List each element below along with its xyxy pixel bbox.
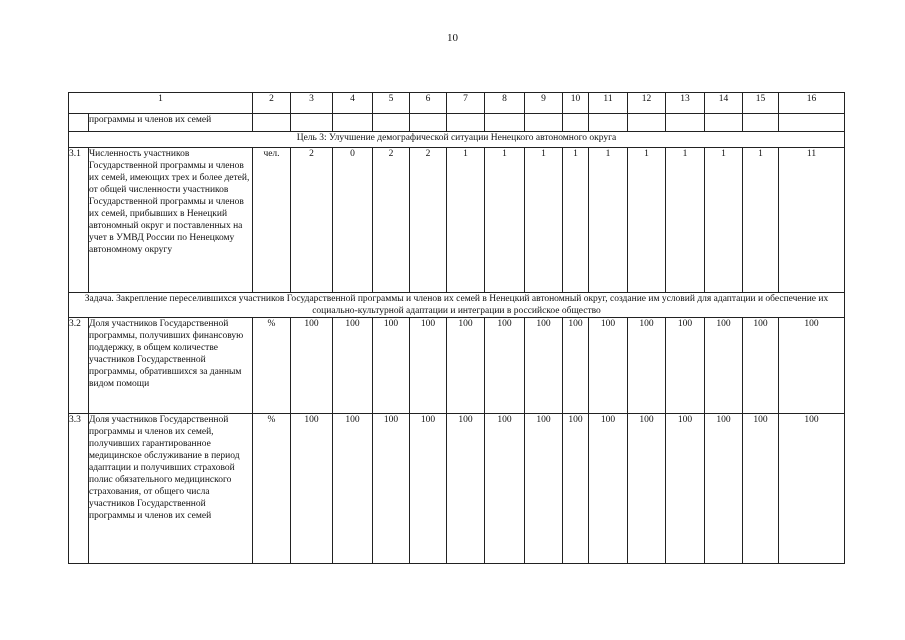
empty-cell xyxy=(589,114,628,132)
row-value: 0 xyxy=(333,148,373,293)
header-cell: 4 xyxy=(333,93,373,114)
header-cell: 10 xyxy=(563,93,589,114)
continued-index-cell xyxy=(69,114,89,132)
empty-cell xyxy=(525,114,563,132)
row-value: 100 xyxy=(628,414,666,564)
row-value: 1 xyxy=(628,148,666,293)
table-row xyxy=(69,318,845,414)
row-value: 2 xyxy=(410,148,447,293)
row-value: 100 xyxy=(589,414,628,564)
row-value: 100 xyxy=(373,414,410,564)
row-value: 100 xyxy=(333,414,373,564)
row-unit: % xyxy=(253,414,291,564)
row-value: 1 xyxy=(525,148,563,293)
row-value: 1 xyxy=(447,148,485,293)
row-value: 100 xyxy=(743,414,779,564)
row-value: 1 xyxy=(589,148,628,293)
row-unit: чел. xyxy=(253,148,291,293)
row-value: 100 xyxy=(525,318,563,414)
row-value: 1 xyxy=(743,148,779,293)
empty-cell xyxy=(563,114,589,132)
row-value: 2 xyxy=(373,148,410,293)
row-value: 1 xyxy=(563,148,589,293)
header-cell: 16 xyxy=(779,93,845,114)
continued-name-cell: программы и членов их семей xyxy=(89,114,253,132)
row-value: 100 xyxy=(779,414,845,564)
empty-cell xyxy=(485,114,525,132)
continued-row xyxy=(69,114,845,132)
row-value: 1 xyxy=(705,148,743,293)
empty-cell xyxy=(705,114,743,132)
row-value: 100 xyxy=(333,318,373,414)
header-cell: 11 xyxy=(589,93,628,114)
row-unit: % xyxy=(253,318,291,414)
header-cell: 8 xyxy=(485,93,525,114)
row-value: 100 xyxy=(563,414,589,564)
row-value: 100 xyxy=(447,318,485,414)
row-value: 100 xyxy=(779,318,845,414)
task-row xyxy=(69,293,845,318)
row-name: Доля участников Государственной программы, получивших финансовую поддержку, в общем количестве участников Государственной программы, обратившихся за данным видом помощи xyxy=(89,318,253,414)
row-name: Численность участников Государственной программы и членов их семей, имеющих трех и более детей, от общей численности участников Государственной программы и членов их семей, прибывших в Ненецкий автономный округ и поставленных на учет в УМВД России по Ненецкому автономному округу xyxy=(89,148,253,293)
empty-cell xyxy=(373,114,410,132)
row-value: 100 xyxy=(666,414,705,564)
header-cell: 2 xyxy=(253,93,291,114)
header-cell: 7 xyxy=(447,93,485,114)
row-value: 2 xyxy=(291,148,333,293)
row-value: 100 xyxy=(563,318,589,414)
row-value: 100 xyxy=(291,318,333,414)
empty-cell xyxy=(666,114,705,132)
header-cell: 6 xyxy=(410,93,447,114)
header-row xyxy=(69,93,845,114)
header-cell: 13 xyxy=(666,93,705,114)
indicators-table xyxy=(68,92,845,564)
goal-heading: Цель 3: Улучшение демографической ситуации Ненецкого автономного округа xyxy=(69,132,845,148)
table-row xyxy=(69,148,845,293)
empty-cell xyxy=(779,114,845,132)
row-value: 1 xyxy=(485,148,525,293)
empty-cell xyxy=(628,114,666,132)
header-cell: 12 xyxy=(628,93,666,114)
task-heading: Задача. Закрепление переселившихся участников Государственной программы и членов их семей в Ненецкий автономный округ, создание им условий для адаптации и обеспечение их социально-культурной адаптации и интеграции в российское общество xyxy=(69,293,845,318)
header-cell: 15 xyxy=(743,93,779,114)
header-cell: 14 xyxy=(705,93,743,114)
empty-cell xyxy=(743,114,779,132)
row-value: 100 xyxy=(666,318,705,414)
empty-cell xyxy=(291,114,333,132)
empty-cell xyxy=(410,114,447,132)
row-value: 100 xyxy=(628,318,666,414)
header-cell: 3 xyxy=(291,93,333,114)
header-cell: 1 xyxy=(69,93,253,114)
row-value: 100 xyxy=(291,414,333,564)
row-value: 100 xyxy=(743,318,779,414)
row-value: 100 xyxy=(589,318,628,414)
header-cell: 5 xyxy=(373,93,410,114)
goal-row xyxy=(69,132,845,148)
row-value: 100 xyxy=(485,414,525,564)
row-name: Доля участников Государственной программы и членов их семей, получивших гарантированное медицинское обслуживание в период адаптации и получивших страховой полис обязательного медицинского страхования, от общего числа участников Государственной программы и членов их семей xyxy=(89,414,253,564)
row-value: 100 xyxy=(410,414,447,564)
table-row xyxy=(69,414,845,564)
row-value: 100 xyxy=(525,414,563,564)
row-index: 3.3 xyxy=(69,414,89,564)
row-value: 11 xyxy=(779,148,845,293)
row-value: 100 xyxy=(410,318,447,414)
empty-cell xyxy=(333,114,373,132)
row-value: 1 xyxy=(666,148,705,293)
row-value: 100 xyxy=(705,414,743,564)
row-value: 100 xyxy=(447,414,485,564)
header-cell: 9 xyxy=(525,93,563,114)
empty-cell xyxy=(447,114,485,132)
row-value: 100 xyxy=(705,318,743,414)
row-index: 3.2 xyxy=(69,318,89,414)
row-value: 100 xyxy=(485,318,525,414)
empty-cell xyxy=(253,114,291,132)
row-index: 3.1 xyxy=(69,148,89,293)
page-number: 10 xyxy=(447,32,458,44)
row-value: 100 xyxy=(373,318,410,414)
